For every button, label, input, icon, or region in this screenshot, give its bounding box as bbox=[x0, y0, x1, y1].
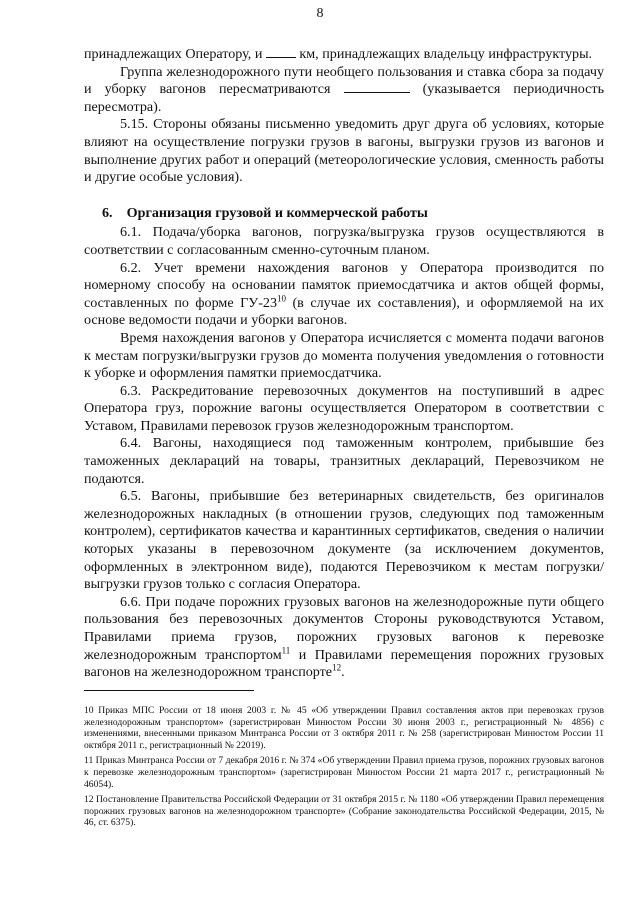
section-6-heading bbox=[84, 205, 604, 223]
paragraph-6-1: 6.1. Подача/уборка вагонов, погрузка/выгрузка грузов осуществляются в соответствии с согласованным сменно-суточным планом. bbox=[84, 224, 604, 258]
footnote-ref-12: 12 bbox=[332, 662, 342, 673]
text-fragment: 6.6. При подаче порожних грузовых вагонов на железнодорожные пути общего пользования без перевозочных документов Стороны руководствуются Уставом, Правилами приема грузов, порожних грузовых вагонов к перевозке железнодорожным транспортом bbox=[84, 593, 604, 663]
blank-field-periodicity bbox=[344, 81, 410, 93]
footnote-10: 10 Приказ МПС России от 18 июня 2003 г. № 45 «Об утверждении Правил составления актов при перевозках грузов железнодорожным транспортом» (зарегистрирован Минюстом России 30 июня 2003 г., регистрационный № 4856) с изменениями, внесенными приказом Минтранса России от 3 октября 2011 г. № 258 (зарегистрирован Минюстом России 11 октября 2011 г., регистрационный № 22019). bbox=[84, 705, 604, 751]
paragraph-6-3: 6.3. Раскредитование перевозочных документов на поступивший в адрес Оператора груз, порожние вагоны осуществляется Оператором в соответствии с Уставом, Правилами перевозок грузов железнодорожным транспортом. bbox=[84, 382, 604, 434]
footnote-ref-11: 11 bbox=[281, 644, 291, 655]
section-number: 6. bbox=[102, 204, 113, 221]
footnote-12: 12 Постановление Правительства Российской Федерации от 31 октября 2015 г. № 1180 «Об утверждении Правил перемещения порожних грузовых вагонов на железнодорожном транспорте» (Собрание законодательства Российской Федерации, 2015, № 46, ст. 6375). bbox=[84, 794, 604, 829]
footnotes bbox=[84, 705, 604, 833]
text-fragment: принадлежащих Оператору, и bbox=[84, 46, 266, 62]
paragraph-6-4: 6.4. Вагоны, находящиеся под таможенным контролем, прибывшие без таможенных деклараций на товары, транзитных деклараций, Перевозчиком не подаются. bbox=[84, 435, 604, 487]
footnote-separator bbox=[84, 690, 254, 691]
text-fragment: (указывается периодичность пересмотра). bbox=[84, 81, 604, 115]
paragraph-6-5: 6.5. Вагоны, прибывшие без ветеринарных свидетельств, без оригиналов железнодорожных накладных (в отношении грузов, следующих под таможенным контролем), сертификатов качества и карантинных сертификатов, сведения о наличии которых указаны в перевозочном документе (за исключением документов, оформленных в электронном виде), подаются Перевозчиком к местам погрузки/выгрузки грузов только с согласия Оператора. bbox=[84, 488, 604, 593]
body-text bbox=[84, 46, 604, 682]
paragraph-railway-group bbox=[84, 64, 604, 117]
text-fragment: (в случае их составления), и оформляемой на их основе ведомости подачи и уборки вагонов. bbox=[84, 294, 604, 329]
paragraph-6-2 bbox=[84, 260, 604, 330]
page-number: 8 bbox=[316, 6, 324, 21]
paragraph-5-15: 5.15. Стороны обязаны письменно уведомить друг друга об условиях, которые влияют на осуществление погрузки грузов в вагоны, выгрузки грузов из вагонов и выполнение других работ и операций (метеорологические условия, сменность работы и другие особые условия). bbox=[84, 116, 604, 186]
paragraph-6-6 bbox=[84, 594, 604, 682]
text-fragment: 6.2. Учет времени нахождения вагонов у Оператора производится по номерному способу на основании памяток приемосдатчика и актов общей формы, составленных по форме ГУ-23 bbox=[84, 259, 604, 311]
footnote-ref-10: 10 bbox=[277, 293, 286, 304]
section-title: Организация грузовой и коммерческой работы bbox=[126, 204, 428, 221]
blank-field-km bbox=[266, 46, 296, 58]
text-fragment: Группа железнодорожного пути необщего пользования и ставка сбора за подачу и уборку вагонов пересматриваются bbox=[84, 63, 604, 98]
footnote-11: 11 Приказ Минтранса России от 7 декабря 2016 г. № 374 «Об утверждении Правил приема грузов, порожних грузовых вагонов к перевозке железнодорожным транспортом» (зарегистрирован Минюстом России 21 марта 2017 г., регистрационный № 46054). bbox=[84, 755, 604, 790]
text-fragment: и Правилами перемещения порожних грузовых вагонов на железнодорожном транспорте bbox=[84, 646, 604, 681]
paragraph-continuation bbox=[84, 46, 604, 64]
paragraph-6-2-time: Время нахождения вагонов у Оператора исчисляется с момента подачи вагонов к местам погрузки/выгрузки грузов до момента получения уведомления о готовности к уборке и оформления памятки приемосдатчика. bbox=[84, 329, 604, 382]
text-fragment: . bbox=[341, 664, 345, 681]
text-fragment: км, принадлежащих владельцу инфраструктуры. bbox=[295, 46, 593, 62]
